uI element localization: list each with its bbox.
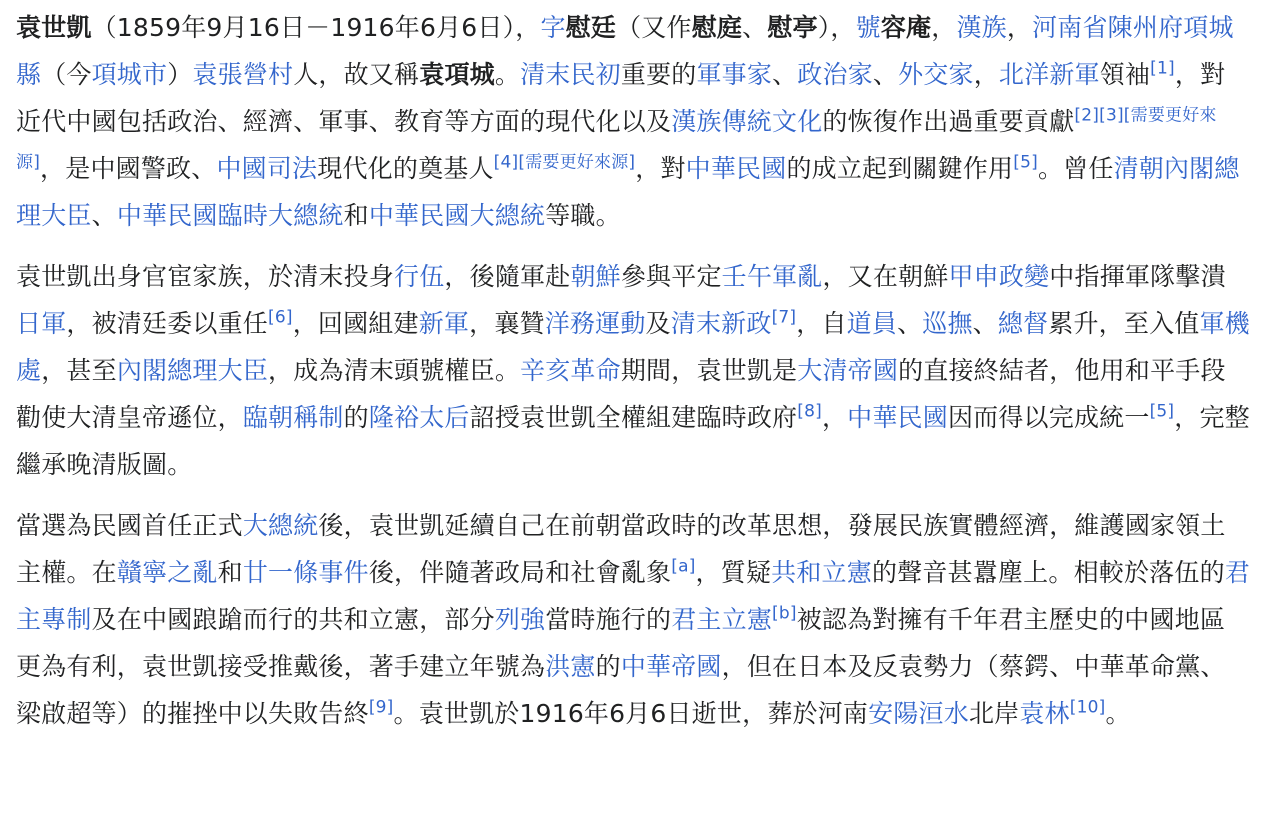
bold-name: 慰廷: [565, 13, 617, 42]
text-run: 及在中國踉蹌而行的共和立憲，部分: [91, 605, 495, 634]
citation-ref: [1013, 153, 1038, 173]
text-run: 重要的: [620, 60, 697, 89]
citation-ref: [1099, 106, 1124, 126]
wiki-link[interactable]: 君主專制: [16, 558, 1250, 634]
text-run: 期間，袁世凱是: [620, 356, 798, 385]
wiki-link[interactable]: 袁林: [1019, 699, 1070, 728]
text-run: 的聲音甚囂塵上。相較於落伍的: [871, 558, 1225, 587]
wiki-link[interactable]: 行伍: [394, 262, 445, 291]
paragraph-presidency: [16, 502, 1250, 737]
text-run: 的: [343, 403, 369, 432]
text-run: 的成立起到關鍵作用: [786, 154, 1014, 183]
citation-link[interactable]: [1]: [1150, 58, 1175, 79]
text-run: 中指揮軍隊擊潰: [1049, 262, 1226, 291]
text-run: 、: [897, 309, 923, 338]
citation-link[interactable]: [10]: [1069, 697, 1106, 718]
wiki-link[interactable]: 列強: [494, 605, 546, 634]
text-run: （1859年9月16日－1916年6月6日），: [91, 13, 541, 42]
wiki-link[interactable]: 漢族傳統文化: [671, 107, 823, 136]
wiki-link[interactable]: 洪憲: [545, 652, 596, 681]
bold-name: 容庵: [880, 13, 932, 42]
wiki-link[interactable]: 君主立憲: [671, 605, 773, 634]
wiki-link[interactable]: 中華民國: [847, 403, 948, 432]
text-run: 、: [772, 60, 798, 89]
text-run: 。: [494, 60, 521, 89]
text-run: ，: [931, 13, 957, 42]
citation-link[interactable]: [3]: [1099, 105, 1124, 126]
text-run: ，質疑: [695, 558, 772, 587]
citation-ref: [772, 604, 797, 624]
text-run: ）: [167, 60, 193, 89]
text-run: 。: [1105, 699, 1131, 728]
text-run: （今: [41, 60, 92, 89]
citation-link[interactable]: [a]: [671, 556, 696, 577]
text-run: 、: [872, 60, 899, 89]
wiki-link[interactable]: 外交家: [898, 60, 974, 89]
citation-ref: [369, 698, 394, 718]
text-run: 詔授袁世凱全權組建臨時政府: [469, 403, 798, 432]
text-run: 、: [972, 309, 998, 338]
wiki-link[interactable]: 清末新政: [670, 309, 772, 338]
wiki-link[interactable]: 清末民初: [520, 60, 621, 89]
text-run: 。袁世凱於1916年6月6日逝世，葬於河南: [393, 699, 869, 728]
text-run: 及: [645, 309, 671, 338]
text-run: ，對: [635, 154, 686, 183]
paragraph-career: [16, 253, 1250, 488]
wiki-link[interactable]: 漢族: [956, 13, 1007, 42]
text-run: 被認為對擁有千年君主歷史的中國地區更為有利，袁世凱接受推戴後，著手建立年號為: [16, 605, 1226, 681]
wiki-link[interactable]: 辛亥革命: [520, 356, 621, 385]
text-run: 等職。: [545, 201, 621, 230]
wiki-link[interactable]: 袁張營村: [192, 60, 294, 89]
text-run: 、: [742, 13, 768, 42]
text-run: ，襄贊: [469, 309, 545, 338]
wiki-link[interactable]: 總督: [997, 309, 1049, 338]
wiki-link[interactable]: 中華帝國: [620, 652, 722, 681]
wiki-link[interactable]: 共和立憲: [771, 558, 872, 587]
text-run: ，自: [796, 309, 847, 338]
text-run: ，: [1006, 13, 1033, 42]
bold-name: 慰庭: [691, 13, 743, 42]
wiki-link[interactable]: 字: [540, 13, 566, 42]
citation-link[interactable]: [7]: [771, 307, 797, 328]
text-run: 現代化的奠基人: [317, 154, 494, 183]
wiki-link[interactable]: 內閣總理大臣: [116, 356, 269, 385]
wiki-link[interactable]: 日軍: [16, 309, 67, 338]
wiki-link[interactable]: 朝鮮: [570, 262, 621, 291]
text-run: 因而得以完成統一: [947, 403, 1150, 432]
wiki-link[interactable]: 中華民國臨時大總統: [116, 201, 344, 230]
text-run: 人，故又稱: [293, 60, 420, 89]
citation-link[interactable]: [6]: [268, 307, 293, 328]
text-run: 。曾任: [1037, 154, 1114, 183]
citation-ref: [1150, 59, 1175, 79]
wiki-link[interactable]: 項城市: [91, 60, 168, 89]
citation-link[interactable]: [2]: [1074, 105, 1100, 126]
citation-link[interactable]: [需要更好來源]: [518, 152, 636, 173]
wiki-link[interactable]: 大總統: [242, 511, 319, 540]
text-run: ，後隨軍赴: [444, 262, 571, 291]
citation-ref: [1074, 106, 1099, 126]
text-run: 和: [343, 201, 369, 230]
citation-ref: [772, 308, 797, 328]
text-run: ，又在朝鮮: [822, 262, 949, 291]
citation-link[interactable]: [5]: [1149, 401, 1175, 422]
text-run: ，對近代中國包括政治、經濟、軍事、教育等方面的現代化以及: [16, 60, 1226, 136]
citation-link[interactable]: [4]: [493, 152, 519, 173]
citation-link[interactable]: [9]: [368, 697, 394, 718]
wiki-link[interactable]: 贛寧之亂: [116, 558, 218, 587]
text-run: ，: [973, 60, 999, 89]
text-run: （又作: [616, 13, 692, 42]
wiki-link[interactable]: 甲申政變: [948, 262, 1050, 291]
text-run: ，: [821, 403, 848, 432]
wiki-link[interactable]: 軍事家: [696, 60, 773, 89]
wiki-link[interactable]: 號: [855, 13, 881, 42]
citation-ref: [1150, 402, 1175, 422]
wiki-link[interactable]: 大清帝國: [797, 356, 899, 385]
wiki-link[interactable]: 政治家: [797, 60, 873, 89]
citation-ref: [1070, 698, 1106, 718]
wiki-link[interactable]: 廿一條事件: [242, 558, 369, 587]
wiki-link[interactable]: 新軍: [418, 309, 470, 338]
bold-name: 袁世凱: [16, 13, 92, 42]
wiki-link[interactable]: 軍機處: [16, 309, 1250, 385]
text-run: 當選為民國首任正式: [16, 511, 243, 540]
text-run: ），: [817, 13, 856, 42]
text-run: 參與平定: [620, 262, 722, 291]
wiki-link[interactable]: 安陽洹水: [868, 699, 969, 728]
wiki-link[interactable]: 壬午軍亂: [721, 262, 823, 291]
text-run: 領袖: [1099, 60, 1151, 89]
text-run: 的恢復作出過重要貢獻: [822, 107, 1075, 136]
wiki-link[interactable]: 中華民國: [685, 154, 787, 183]
text-run: 後，伴隨著政局和社會亂象: [368, 558, 672, 587]
text-run: 袁世凱出身官宦家族，於清末投身: [16, 262, 395, 291]
wiki-link[interactable]: 巡撫: [922, 309, 973, 338]
text-run: 當時施行的: [545, 605, 672, 634]
wiki-link[interactable]: 道員: [846, 309, 898, 338]
citation-link[interactable]: [b]: [772, 603, 797, 624]
text-run: 的: [595, 652, 621, 681]
wiki-link[interactable]: 清朝內閣總理大臣: [16, 154, 1240, 230]
wiki-link[interactable]: 中華民國大總統: [368, 201, 546, 230]
wiki-link[interactable]: 隆裕太后: [368, 403, 470, 432]
text-run: ，成為清末頭號權臣。: [268, 356, 521, 385]
paragraph-intro: [16, 4, 1250, 239]
text-run: 後，袁世凱延續自己在前朝當政時的改革思想，發展民族實體經濟，維護國家領土主權。在: [16, 511, 1226, 587]
text-run: 的直接終結者，他用和平手段勸使大清皇帝遜位，: [16, 356, 1226, 432]
text-run: 累升，至入值: [1048, 309, 1200, 338]
wiki-link[interactable]: 臨朝稱制: [242, 403, 344, 432]
citation-ref: [797, 402, 822, 422]
text-run: ，完整繼承晚清版圖。: [16, 403, 1250, 479]
citation-link[interactable]: [需要更好來源]: [16, 105, 1217, 173]
citation-ref: [518, 153, 635, 173]
text-run: 和: [217, 558, 243, 587]
citation-link[interactable]: [5]: [1013, 152, 1038, 173]
text-run: 北岸: [968, 699, 1020, 728]
text-run: ，但在日本及反袁勢力（蔡鍔、中華革命黨、梁啟超等）的摧挫中以失敗告終: [16, 652, 1226, 728]
citation-ref: [671, 557, 695, 577]
text-run: ，回國組建: [292, 309, 419, 338]
citation-ref: [268, 308, 293, 328]
text-run: ，是中國警政、: [40, 154, 217, 183]
citation-ref: [494, 153, 519, 173]
bold-name: 袁項城: [419, 60, 495, 89]
text-run: ，甚至: [41, 356, 117, 385]
text-run: 、: [91, 201, 117, 230]
wiki-link[interactable]: 中國司法: [216, 154, 318, 183]
citation-link[interactable]: [8]: [797, 401, 822, 422]
text-run: ，被清廷委以重任: [66, 309, 269, 338]
wiki-link[interactable]: 洋務運動: [544, 309, 646, 338]
wiki-link[interactable]: 北洋新軍: [998, 60, 1100, 89]
bold-name: 慰亭: [767, 13, 818, 42]
wiki-link[interactable]: 河南省陳州府項城縣: [16, 13, 1234, 89]
